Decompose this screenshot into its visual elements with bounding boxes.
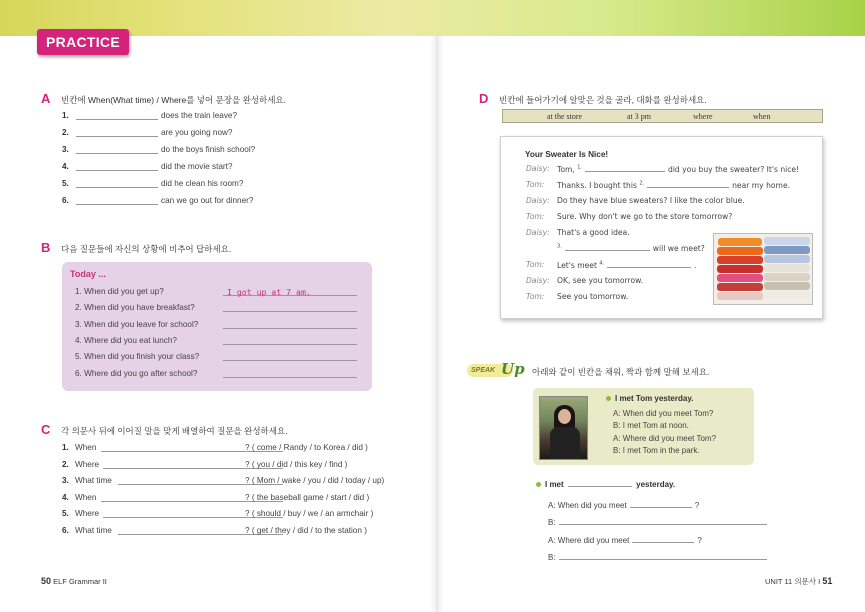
section-a-instruction: 빈칸에 When(What time) / Where를 넣어 문장을 완성하세요. [61, 95, 287, 105]
speaker-name: Daisy: [526, 164, 550, 173]
item-text: did the movie start? [161, 162, 233, 171]
exercise-c-row [62, 509, 412, 521]
word-bank [502, 109, 823, 123]
item-number: 4. [62, 492, 69, 502]
speak-practice-title: I met yesterday. [536, 479, 675, 489]
practice-line [548, 500, 699, 510]
word-hint: ? ( should / buy / we / an armchair ) [245, 509, 374, 519]
dialog-text-part: did you buy the sweater? It's nice! [668, 165, 800, 174]
dialog-title: Your Sweater Is Nice! [525, 150, 609, 159]
section-b-instruction: 다음 질문들에 자신의 상황에 비추어 답하세요. [61, 244, 232, 254]
answer-blank[interactable] [76, 145, 158, 154]
question-text: 5. When did you finish your class? [75, 352, 200, 362]
item-number: 1. [62, 443, 69, 452]
exercise-b-row [75, 287, 365, 299]
dialog-text-part: Do they have blue sweaters? I like the color blue. [557, 196, 745, 205]
section-c-letter: C [41, 422, 51, 437]
answer-blank[interactable] [76, 162, 158, 171]
practice-line [548, 517, 770, 527]
speak-up-badge: SPEAK Up [467, 361, 525, 379]
model-title: I met Tom yesterday. [606, 394, 693, 403]
answer-blank[interactable] [76, 128, 158, 137]
dialog-line [526, 212, 811, 223]
question-text: 2. When did you have breakfast? [75, 303, 195, 313]
practice-line [548, 535, 702, 545]
speaker-name: Tom: [526, 212, 545, 221]
dialog-text-part: That's a good idea. [557, 228, 630, 237]
practice-line [548, 552, 770, 562]
question-text: 6. Where did you go after school? [75, 368, 198, 378]
blank-number: 4. [599, 260, 605, 267]
item-number: 2. [62, 459, 69, 469]
sweater-stack-image [713, 233, 813, 305]
dialog-text-part: . [694, 261, 697, 270]
practice-prompt: B: [548, 553, 556, 562]
answer-blank[interactable] [223, 369, 357, 378]
answer-blank[interactable] [630, 500, 692, 508]
speaker-name: Daisy: [526, 196, 550, 205]
answer-blank[interactable] [632, 535, 694, 543]
exercise-c-row [62, 443, 412, 455]
practice-prompt: A: When did you meet [548, 501, 627, 510]
wh-word: Where [75, 459, 100, 469]
question-text: 4. Where did you eat lunch? [75, 335, 177, 345]
practice-blank[interactable] [568, 479, 632, 487]
word-hint: ? ( Mom / wake / you / did / today / up) [245, 476, 385, 486]
exercise-c-row [62, 460, 412, 472]
speaker-name: Tom: [526, 260, 545, 269]
dialog-text-part: Thanks. I bought this [557, 181, 640, 190]
blank-number: 3. [557, 243, 562, 250]
item-text: are you going now? [161, 128, 233, 137]
practice-end: ? [697, 536, 702, 545]
exercise-b-row [75, 303, 365, 315]
practice-header-badge: PRACTICE [37, 29, 129, 55]
model-line: B: I met Tom in the park. [613, 445, 700, 455]
exercise-a-row [62, 111, 382, 123]
speak-up-instruction: 아래와 같이 빈칸을 채워, 짝과 함께 말해 보세요. [532, 367, 710, 377]
item-text: can we go out for dinner? [161, 196, 254, 205]
dialog-text [557, 276, 643, 285]
answer-blank[interactable] [223, 303, 357, 312]
word-bank-item: where [693, 112, 713, 121]
dialog-text [557, 292, 628, 301]
wh-word: What time [75, 476, 112, 486]
item-number: 4. [62, 162, 69, 171]
model-line: A: When did you meet Tom? [613, 409, 714, 418]
dialog-text-part: Tom, [557, 165, 578, 174]
answer-blank[interactable] [76, 196, 158, 205]
bullet-icon [606, 396, 611, 401]
answer-blank[interactable] [223, 336, 357, 345]
model-line: B: I met Tom at noon. [613, 421, 689, 431]
answer-blank[interactable] [565, 243, 650, 251]
blank-number: 2. [639, 180, 645, 187]
exercise-c-row [62, 493, 412, 505]
question-text: 3. When did you leave for school? [75, 319, 199, 329]
item-number: 5. [62, 179, 69, 188]
dialog-text [557, 260, 697, 270]
blank-number: 1. [577, 164, 582, 171]
practice-end: ? [694, 501, 700, 510]
wh-word: What time [75, 526, 112, 535]
item-number: 6. [62, 196, 69, 205]
dialog-text [557, 243, 705, 253]
dialog-text-part: Let's meet [557, 261, 600, 270]
exercise-a-row [62, 128, 382, 140]
book-spine [430, 36, 444, 612]
item-number: 3. [62, 145, 69, 154]
speaker-name: Daisy: [526, 276, 550, 285]
answer-blank[interactable] [559, 517, 767, 525]
exercise-c-row [62, 476, 412, 488]
word-hint: ? ( the baseball game / start / did ) [245, 492, 370, 502]
top-color-band [0, 0, 865, 36]
answer-blank[interactable] [559, 552, 767, 560]
word-bank-item: when [753, 112, 771, 121]
dialog-text [557, 164, 799, 174]
exercise-a-row [62, 179, 382, 191]
section-d-instruction: 빈칸에 들어가기에 알맞은 것을 골라, 대화를 완성하세요. [499, 95, 707, 105]
dialog-text [557, 212, 732, 221]
item-number: 6. [62, 526, 69, 535]
exercise-a-row [62, 145, 382, 157]
practice-prompt: A: Where did you meet [548, 536, 630, 545]
answer-blank[interactable] [585, 164, 665, 172]
dialog-text [557, 196, 745, 205]
wh-word: When [75, 443, 97, 452]
item-text: does the train leave? [161, 111, 238, 120]
word-bank-item: at the store [547, 112, 583, 121]
exercise-b-row [75, 369, 365, 381]
section-c-instruction: 각 의문사 뒤에 이어질 말을 맞게 배열하여 질문을 완성하세요. [61, 426, 288, 436]
dialog-text-part: See you tomorrow. [557, 292, 629, 301]
exercise-b-row [75, 336, 365, 348]
item-text: did he clean his room? [161, 179, 244, 188]
question-text: 1. When did you get up? [75, 287, 164, 296]
speaker-name: Daisy: [526, 228, 550, 237]
wh-word: When [75, 492, 97, 502]
dialog-line [526, 180, 811, 191]
dialog-text-part: will we meet? [652, 244, 705, 253]
dialog-text-part: OK, see you tomorrow. [557, 276, 644, 285]
dialog-text [557, 228, 630, 237]
footer-right: UNIT 11 의문사 I 51 [765, 576, 833, 586]
exercise-a-row [62, 196, 382, 208]
girl-photo [539, 396, 588, 460]
section-b-box-title: Today ... [70, 269, 106, 279]
answer-blank[interactable] [223, 352, 357, 361]
item-number: 1. [62, 111, 69, 120]
word-bank-item: at 3 pm [627, 112, 651, 121]
answer-blank[interactable] [647, 180, 729, 188]
practice-prompt: B: [548, 518, 556, 527]
section-b-letter: B [41, 240, 51, 255]
item-number: 3. [62, 476, 69, 486]
word-hint: ? ( you / did / this key / find ) [245, 459, 348, 469]
item-number: 5. [62, 509, 69, 519]
word-hint: ? ( get / they / did / to the station ) [245, 526, 367, 535]
dialog-text [557, 180, 790, 190]
model-line: A: Where did you meet Tom? [613, 433, 717, 443]
exercise-c-row [62, 526, 412, 538]
dialog-line [526, 196, 811, 207]
wh-word: Where [75, 509, 100, 519]
exercise-b-row [75, 352, 365, 364]
bullet-icon [536, 482, 541, 487]
answer-blank[interactable] [607, 260, 691, 268]
section-d-letter: D [479, 91, 489, 106]
dialog-line [526, 164, 811, 175]
answer-blank[interactable] [76, 179, 158, 188]
footer-left: 50 ELF Grammar II [41, 576, 107, 586]
sample-answer: I got up at 7 am. [227, 287, 311, 297]
section-a-letter: A [41, 91, 51, 106]
item-number: 2. [62, 128, 69, 137]
dialog-text-part: Sure. Why don't we go to the store tomorrow? [557, 212, 733, 221]
exercise-a-row [62, 162, 382, 174]
answer-blank[interactable] [76, 111, 158, 120]
dialog-text-part: near my home. [732, 181, 791, 190]
exercise-b-row [75, 320, 365, 332]
speaker-name: Tom: [526, 292, 545, 301]
speaker-name: Tom: [526, 180, 545, 189]
item-text: do the boys finish school? [161, 145, 256, 154]
answer-blank[interactable] [223, 320, 357, 329]
word-hint: ? ( come / Randy / to Korea / did ) [245, 443, 368, 452]
